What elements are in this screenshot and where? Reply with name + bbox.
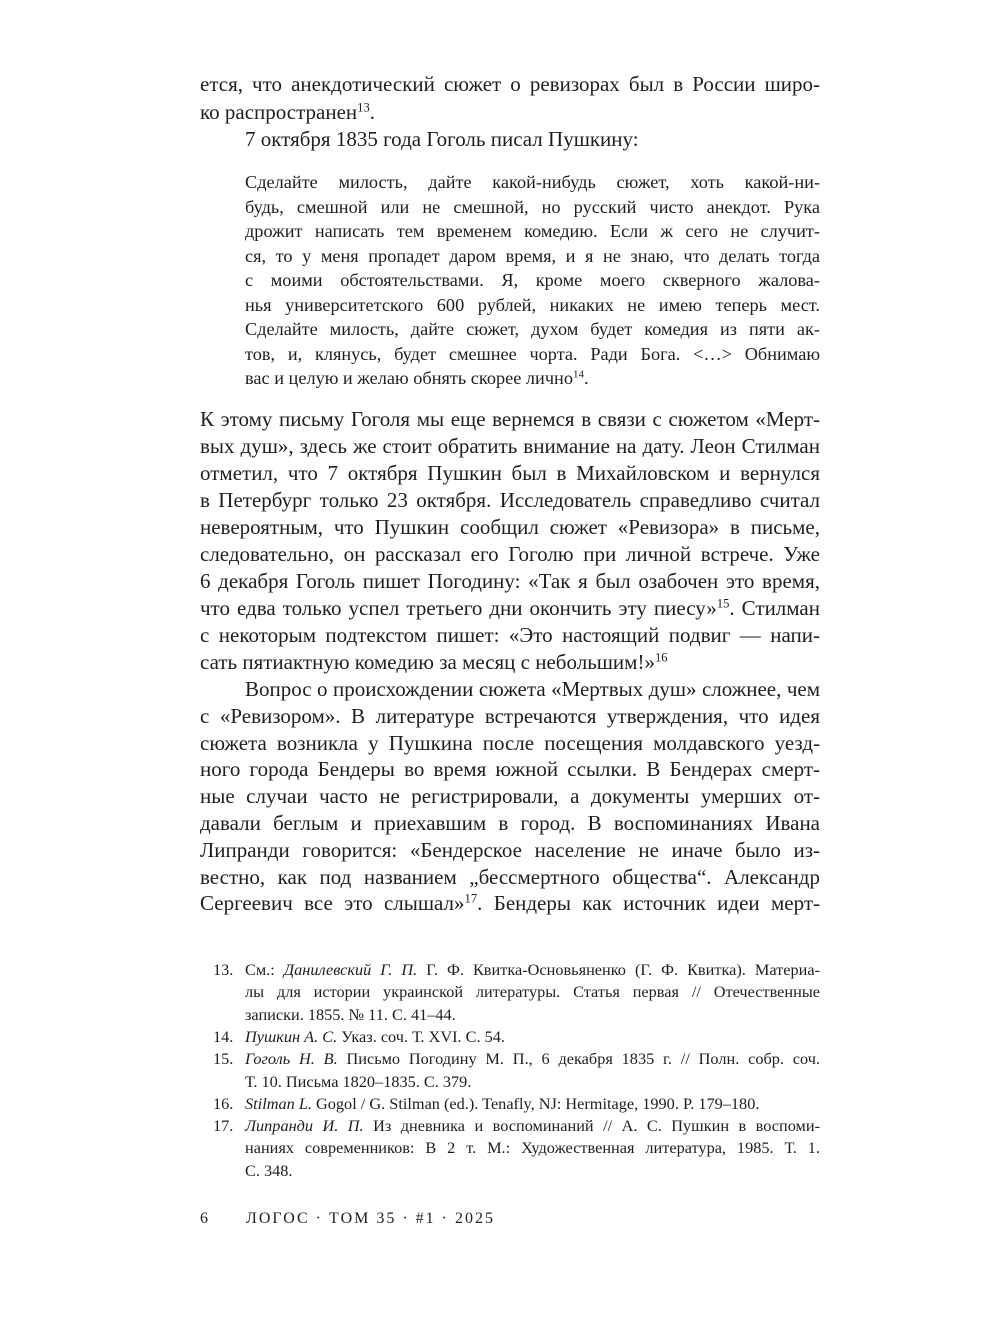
footnote-author: Пушкин А. С. (245, 1026, 338, 1046)
footnote-line (245, 982, 820, 1002)
text-line (245, 270, 820, 291)
footnote-text: записки. 1855. № 11. С. 41–44. (245, 1004, 456, 1024)
text-line (245, 127, 820, 152)
line-text-after: . Бендеры как источник идеи мерт- (477, 891, 820, 916)
text-line (200, 72, 820, 97)
line-text-after: . (369, 99, 376, 124)
footnote-text: Из дневника и воспоминаний // А. С. Пушкин в воспоми- (363, 1116, 820, 1136)
footnote-text: Указ. соч. Т. XVI. С. 54. (337, 1026, 505, 1046)
footnote-line (245, 1161, 820, 1181)
footnote-ref: 13 (357, 99, 370, 114)
text-line (245, 344, 820, 365)
line-text: Вопрос о происхождении сюжета «Мертвых душ» сложнее, чем (245, 677, 820, 701)
line-text: давали беглым и приехавшим в город. В воспоминаниях Ивана (200, 811, 820, 835)
page-number: 6 (200, 1210, 210, 1227)
footnote-text: Письмо Погодину М. П., 6 декабря 1835 г. // Полн. собр. соч. (337, 1049, 820, 1069)
line-text: тов, и, клянусь, будет смешнее чорта. Ради Бога. <…> Обнимаю (245, 343, 820, 364)
line-text: дрожит написать тем временем комедию. Если ж сего не случит- (245, 221, 820, 241)
line-text: нья университетского 600 рублей, никаких не имею теперь мест. (245, 294, 820, 315)
line-text: 6 декабря Гоголь пишет Погодину: «Так я был озабочен это время, (200, 569, 820, 593)
line-text: в Петербург только 23 октября. Исследователь справедливо считал (200, 488, 820, 512)
footnote-number: 14. (213, 1026, 234, 1046)
text-line (245, 246, 820, 267)
line-text: ся, то у меня пропадет даром время, и я не знаю, что делать тогда (245, 245, 820, 266)
footnote-text: Г. Ф. Квитка-Основьяненко (Г. Ф. Квитка). Материа- (417, 960, 820, 979)
text-line (245, 319, 820, 340)
footnote-line (245, 1116, 820, 1136)
line-text: следовательно, он рассказал его Гоголю при личной встрече. Уже (200, 542, 820, 566)
journal-running-footer: ЛОГОС · ТОМ 35 · #1 · 2025 (246, 1210, 496, 1227)
footnote-text: лы для истории украинской литературы. Статья первая // Отечественные (245, 982, 820, 1002)
footnote-number: 16. (213, 1093, 234, 1113)
text-line (245, 172, 820, 193)
footnote-author: Липранди И. П. (245, 1116, 364, 1136)
footnote-ref: 14 (572, 368, 584, 381)
text-line (200, 650, 820, 675)
footnote-text: См.: (245, 960, 284, 979)
line-text: отметил, что 7 октября Пушкин был в Михайловском и вернулся (200, 461, 820, 485)
text-line (200, 891, 820, 916)
text-line (200, 731, 820, 756)
footnote-number: 17. (213, 1116, 234, 1136)
footnote-ref: 17 (464, 891, 478, 906)
footnote-line (245, 1005, 820, 1025)
text-line (245, 368, 820, 389)
text-line (200, 784, 820, 809)
text-line (200, 515, 820, 540)
footnote-text: Т. 10. Письма 1820–1835. С. 379. (245, 1071, 472, 1091)
footnote-ref: 15 (716, 596, 730, 611)
line-text: что едва только успел третьего дни окончить эту пиесу» (200, 596, 717, 620)
footnote-author: Гоголь Н. В. (245, 1049, 338, 1069)
footnote-line (245, 1072, 820, 1092)
footnote-line (245, 1138, 820, 1158)
text-line (200, 623, 820, 648)
footnote-text: Gogol / G. Stilman (ed.). Tenafly, NJ: Hermitage, 1990. P. 179–180. (311, 1093, 760, 1113)
footnote-author: Данилевский Г. П. (283, 960, 418, 979)
text-line (200, 434, 820, 459)
line-text: 7 октября 1835 года Гоголь писал Пушкину: (245, 127, 639, 151)
line-text: с некоторым подтекстом пишет: «Это настоящий подвиг — напи- (200, 623, 820, 647)
text-line (200, 757, 820, 782)
line-text: вестно, как под названием „бессмертного общества“. Александр (200, 864, 820, 889)
line-text: сюжета возникла у Пушкина после посещения молдавского уезд- (200, 730, 820, 755)
line-text-after: . (583, 368, 589, 388)
line-text: Сделайте милость, дайте сюжет, духом будет комедия из пяти ак- (245, 319, 820, 339)
line-text: ного города Бендеры во время южной ссылки. В Бендерах смерт- (200, 757, 820, 782)
footnote-line (245, 1027, 820, 1047)
line-text: Сделайте милость, дайте какой-нибудь сюжет, хоть какой-ни- (245, 172, 820, 192)
text-line (200, 596, 820, 621)
text-line (245, 221, 820, 242)
text-line (200, 569, 820, 594)
text-line (200, 838, 820, 863)
footnote-line (245, 1094, 820, 1114)
footnote-author: Stilman L. (245, 1093, 312, 1113)
line-text: Сергеевич все это слышал» (200, 891, 465, 916)
footnote-text: С. 348. (245, 1160, 293, 1180)
footnote-line (245, 960, 820, 980)
text-line (245, 295, 820, 316)
line-text: Липранди говорится: «Бендерское население не иначе было из- (200, 837, 820, 862)
line-text: с «Ревизором». В литературе встречаются утверждения, что идея (200, 703, 820, 728)
line-text: сать пятиактную комедию за месяц с небольшим!» (200, 650, 655, 674)
footnote-number: 13. (213, 960, 234, 979)
text-line (200, 461, 820, 486)
text-line (200, 865, 820, 890)
line-text: с моими обстоятельствами. Я, кроме моего скверного жалова- (245, 270, 820, 290)
footnote-text: наниях современников: В 2 т. М.: Художественная литература, 1985. Т. 1. (245, 1138, 820, 1158)
text-line (200, 811, 820, 836)
text-line (200, 542, 820, 567)
line-text: ные случаи часто не регистрировали, а документы умерших от- (200, 784, 820, 809)
text-line (200, 407, 820, 432)
line-text-after: . Стилман (729, 596, 820, 620)
line-text: невероятным, что Пушкин сообщил сюжет «Ревизора» в письме, (200, 515, 820, 539)
text-line (200, 100, 820, 125)
text-line (245, 677, 820, 702)
text-line (200, 704, 820, 729)
footnote-number: 15. (213, 1049, 234, 1069)
line-text: вас и целую и желаю обнять скорее лично (245, 368, 573, 388)
footnote-line (245, 1049, 820, 1069)
line-text: ется, что анекдотический сюжет о ревизорах был в России широ- (200, 72, 820, 96)
text-line (200, 488, 820, 513)
footnote-ref: 16 (654, 650, 668, 665)
line-text: вых душ», здесь же стоит обратить внимание на дату. Леон Стилман (200, 434, 820, 458)
line-text: будь, смешной или не смешной, но русский чисто анекдот. Рука (245, 196, 820, 217)
text-line (245, 197, 820, 218)
line-text: К этому письму Гоголя мы еще вернемся в связи с сюжетом «Мерт- (200, 407, 820, 431)
line-text: ко распространен (200, 99, 358, 124)
